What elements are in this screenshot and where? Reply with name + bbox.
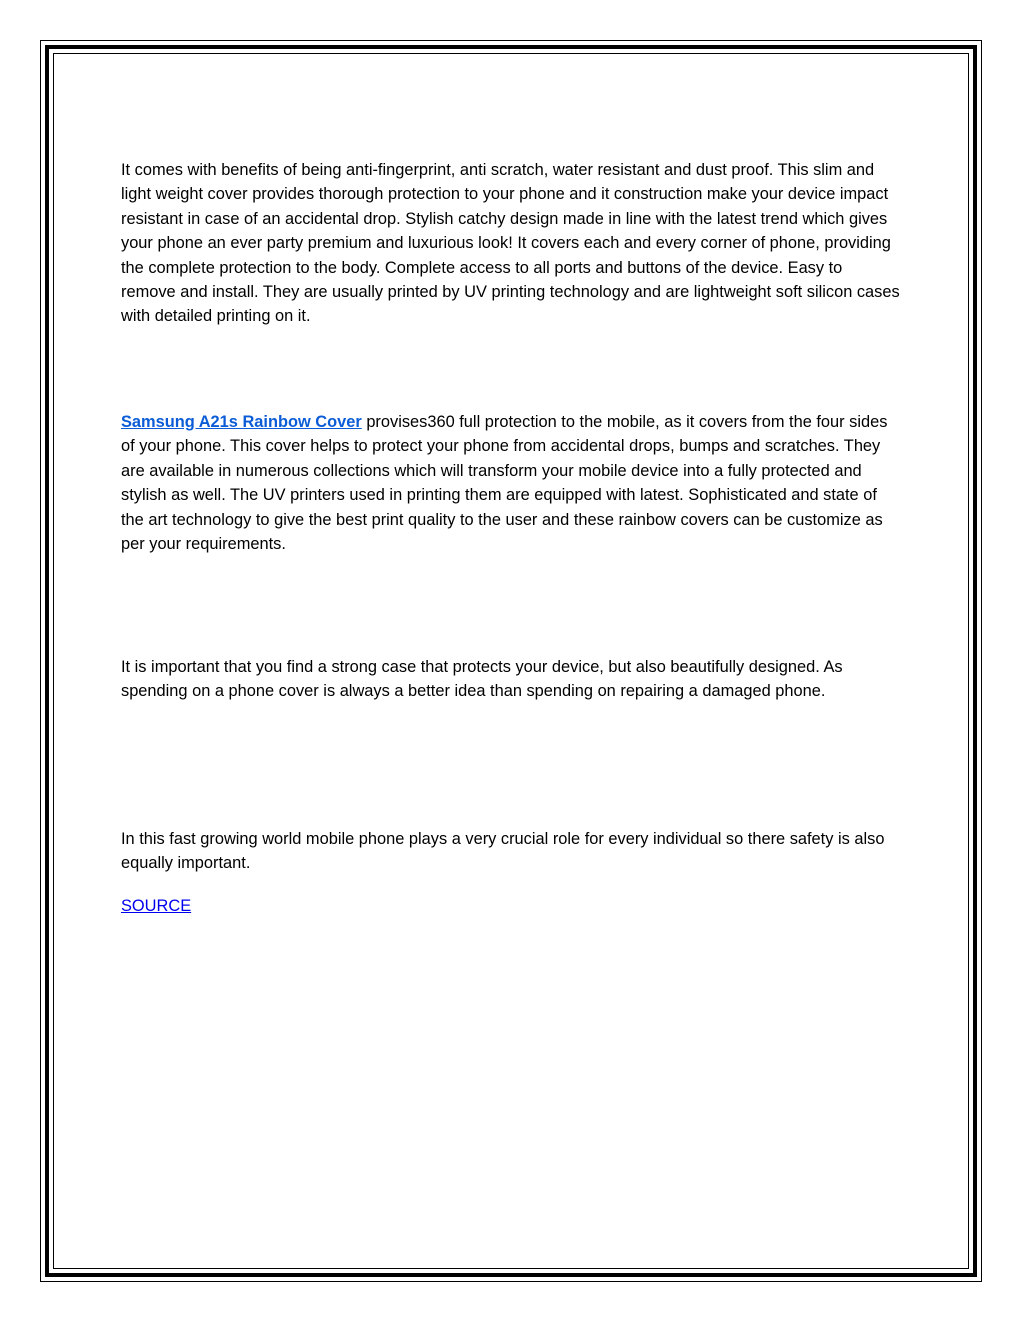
product-link[interactable]: Samsung A21s Rainbow Cover <box>121 413 362 431</box>
paragraph-benefits: It comes with benefits of being anti-fingerprint, anti scratch, water resistant and dust proof. This slim and light weight cover provides thorough protection to your phone and it construction make your device impact resistant in case of an accidental drop. Stylish catchy design made in line with the latest trend which gives your phone an ever party premium and luxurious look! It covers each and every corner of phone, providing the complete protection to the body. Complete access to all ports and buttons of the device. Easy to remove and install. They are usually printed by UV printing technology and are lightweight soft silicon cases with detailed printing on it. <box>121 161 900 326</box>
paragraph-rainbow-cover-text: provises360 full protection to the mobile, as it covers from the four sides of your phone. This cover helps to protect your phone from accidental drops, bumps and scratches. They are available in numerous collections which will transform your mobile device into a fully protected and stylish as well. The UV printers used in printing them are equipped with latest. Sophisticated and state of the art technology to give the best print quality to the user and these rainbow covers can be customize as per your requirements. <box>121 413 888 554</box>
paragraph-importance: It is important that you find a strong case that protects your device, but also beautifully designed. As spending on a phone cover is always a better idea than spending on repairing a damaged phone. <box>121 658 843 701</box>
source-link[interactable]: SOURCE <box>121 897 192 915</box>
paragraph-safety: In this fast growing world mobile phone plays a very crucial role for every individual so there safety is also equally important. <box>121 830 885 873</box>
source-line <box>121 894 901 918</box>
paragraph-rainbow-cover <box>121 410 901 556</box>
